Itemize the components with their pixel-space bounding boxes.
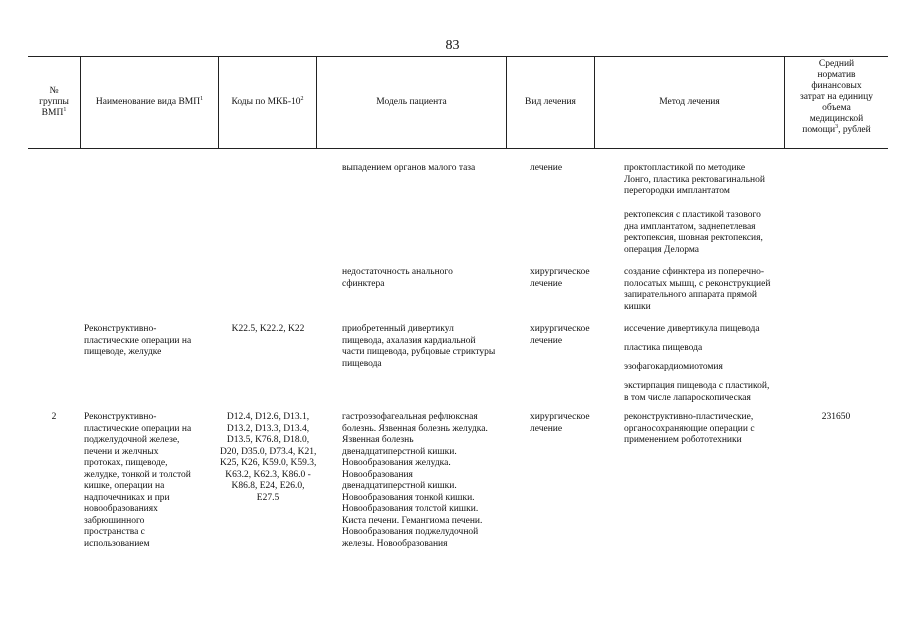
row3-treatment: хирургическое лечение <box>530 412 590 434</box>
row3-icd-codes: D12.4, D12.6, D13.1, D13.2, D13.3, D13.4, D13.5, K76.8, D18.0, D20, D35.0, D73.4, K21, K25, K26, K59.0, K59.3, K63.2, K62.3, K86.0 - K86.8, E24, E26.0, E27.5 <box>220 412 317 503</box>
table-header <box>28 57 888 149</box>
row2-method-4: экстирпация пищевода с пластикой, в том числе лапароскопическая <box>624 381 770 403</box>
row2-method-2: пластика пищевода <box>624 343 703 353</box>
row3-group-number: 2 <box>51 412 57 422</box>
header-treatment-method: Метод лечения <box>594 57 784 148</box>
row0-method-2: ректопексия с пластикой тазового дна имплантатом, заднепетлевая ректопексия, шовная ректопексия, операция Делорма <box>624 210 763 255</box>
page-number: 83 <box>445 38 460 53</box>
row0-method-1: проктопластикой по методике Лонго, пластика ректовагинальной перегородки имплантатом <box>624 163 765 196</box>
header-vmp-name: Наименование вида ВМП$^1$ <box>80 57 218 148</box>
row3-average-cost: 231650 <box>821 412 851 422</box>
row2-icd-codes: K22.5, K22.2, K22 <box>231 324 305 334</box>
row0-model: выпадением органов малого таза <box>342 163 476 173</box>
row2-method-1: иссечение дивертикула пищевода <box>624 324 760 334</box>
header-patient-model: Модель пациента <box>316 57 506 148</box>
row3-model: гастроэзофагеальная рефлюксная болезнь. Язвенная болезнь желудка. Язвенная болезнь двенадцатиперстной кишки. Новообразования желудка. Новообразования двенадцатиперстной кишки. Новообразования тонкой кишки. Новообразования толстой кишки. Киста печени. Гемангиома печени. Новообразования поджелудочной железы. Новообразования <box>342 412 488 549</box>
vmp-table <box>28 56 888 579</box>
header-group-number <box>28 57 80 148</box>
header-group-number-text: № группы ВМП$^1$ <box>39 86 69 118</box>
table-body <box>28 149 888 579</box>
row1-model: недостаточность анального сфинктера <box>342 267 453 289</box>
row2-method-3: эзофагокардиомиотомия <box>624 362 723 372</box>
header-average-cost: Средний норматив финансовых затрат на единицу объема медицинской помощи$^3$, рублей <box>784 57 888 148</box>
row1-treatment: хирургическое лечение <box>530 267 590 289</box>
row2-treatment: хирургическое лечение <box>530 324 590 346</box>
header-icd-codes: Коды по МКБ-$10^2$ <box>218 57 316 148</box>
row3-vmp-name: Реконструктивно- пластические операции на поджелудочной железе, печени и желчных протоках, пищеводе, желудке, тонкой и толстой кишке, операции на надпочечниках и при новообразованиях забрюшинного пространства с использованием <box>84 412 192 549</box>
header-treatment-type: Вид лечения <box>506 57 594 148</box>
row1-method-1: создание сфинктера из поперечно- полосатых мышц, с реконструкцией запирательного аппарата прямой кишки <box>624 267 771 312</box>
row0-treatment: лечение <box>530 163 563 173</box>
row2-vmp-name: Реконструктивно- пластические операции на пищеводе, желудке <box>84 324 192 357</box>
row3-method-1: реконструктивно-пластические, органосохраняющие операции с применением робототехники <box>624 412 755 445</box>
row2-model: приобретенный дивертикул пищевода, ахалазия кардиальной части пищевода, рубцовые стриктуры пищевода <box>342 324 496 369</box>
